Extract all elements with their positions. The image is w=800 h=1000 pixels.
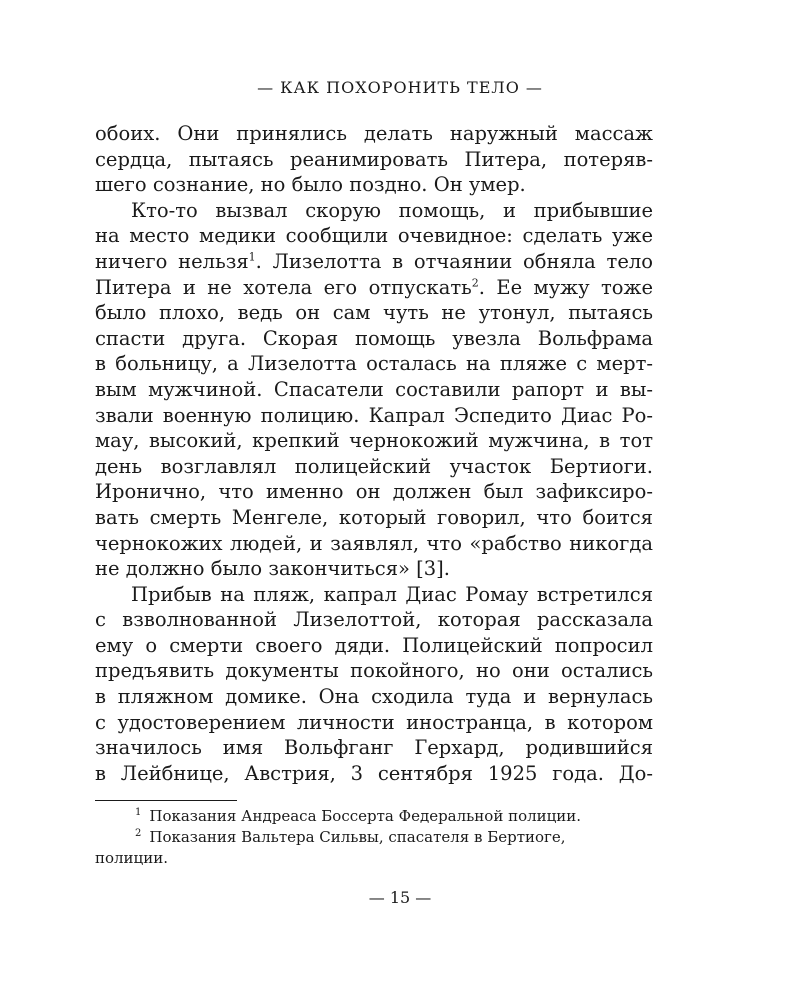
text-fragment: . Ее мужу тоже (478, 275, 653, 299)
footnote-separator (95, 800, 237, 801)
footnote-ref: 2 (471, 276, 479, 290)
text-line: значилось имя Вольфганг Герхард, родившийся (95, 736, 653, 760)
footnote-mark: 1 (135, 807, 142, 818)
text-line: Прибыв на пляж, капрал Диас Ромау встретился (131, 582, 653, 606)
text-line: шего сознание, но было поздно. Он умер. (95, 173, 526, 197)
text-line: на место медики сообщили очевидное: сделать уже (95, 224, 653, 248)
text-line: спасти друга. Скорая помощь увезла Вольфрама (95, 326, 653, 350)
text-line: с взволнованной Лизелоттой, которая рассказала (95, 608, 653, 632)
text-line: ему о смерти своего дяди. Полицейский попросил (95, 633, 653, 657)
footnotes (95, 806, 653, 869)
text-line (95, 249, 653, 275)
text-line: день возглавлял полицейский участок Бертиоги. (95, 454, 653, 478)
text-line: было плохо, ведь он сам чуть не утонул, пытаясь (95, 301, 653, 325)
running-title: — КАК ПОХОРОНИТЬ ТЕЛО — (257, 78, 543, 97)
text-line: с удостоверением личности иностранца, в котором (95, 710, 653, 734)
page-number: — 15 — (368, 888, 432, 907)
text-line: Иронично, что именно он должен был зафиксиро- (95, 480, 653, 504)
footnote-ref: 1 (248, 250, 256, 264)
text-line: в Лейбнице, Австрия, 3 сентября 1925 года. До- (95, 761, 653, 785)
text-line: обоих. Они принялись делать наружный массаж (95, 122, 653, 145)
text-fragment: . Лизелотта в отчаянии обняла тело (255, 249, 654, 273)
footnote (95, 806, 653, 827)
text-fragment: Питера и не хотела его отпускать (95, 275, 472, 299)
text-line: в больницу, а Лизелотта осталась на пляже с мерт- (95, 352, 653, 376)
text-line: Кто-то вызвал скорую помощь, и прибывшие (131, 198, 653, 222)
text-line: в пляжном домике. Она сходила туда и вернулась (95, 685, 653, 709)
footnote-text: Показания Андреаса Боссерта Федеральной полиции. (149, 807, 582, 825)
text-line: вать смерть Менгеле, который говорил, что боится (95, 505, 653, 529)
text-fragment: ничего нельзя (95, 249, 249, 273)
text-line: вым мужчиной. Спасатели составили рапорт и вы- (95, 377, 653, 401)
text-line: звали военную полицию. Капрал Эспедито Диас Ро- (95, 403, 653, 427)
footnote-text: Показания Вальтера Сильвы, спасателя в Бертиоге, (149, 828, 566, 846)
text-line (95, 275, 653, 301)
footnote (95, 827, 653, 848)
footnote-continuation: полиции. (95, 849, 168, 867)
body-text (95, 121, 653, 786)
footnote-mark: 2 (135, 828, 142, 839)
text-line: мау, высокий, крепкий чернокожий мужчина, в тот (95, 429, 653, 453)
text-line: предъявить документы покойного, но они остались (95, 659, 653, 683)
text-line: чернокожих людей, и заявлял, что «рабство никогда (95, 531, 653, 555)
text-line: не должно было закончиться» [3]. (95, 557, 450, 581)
text-line: сердца, пытаясь реанимировать Питера, потеряв- (95, 147, 653, 171)
